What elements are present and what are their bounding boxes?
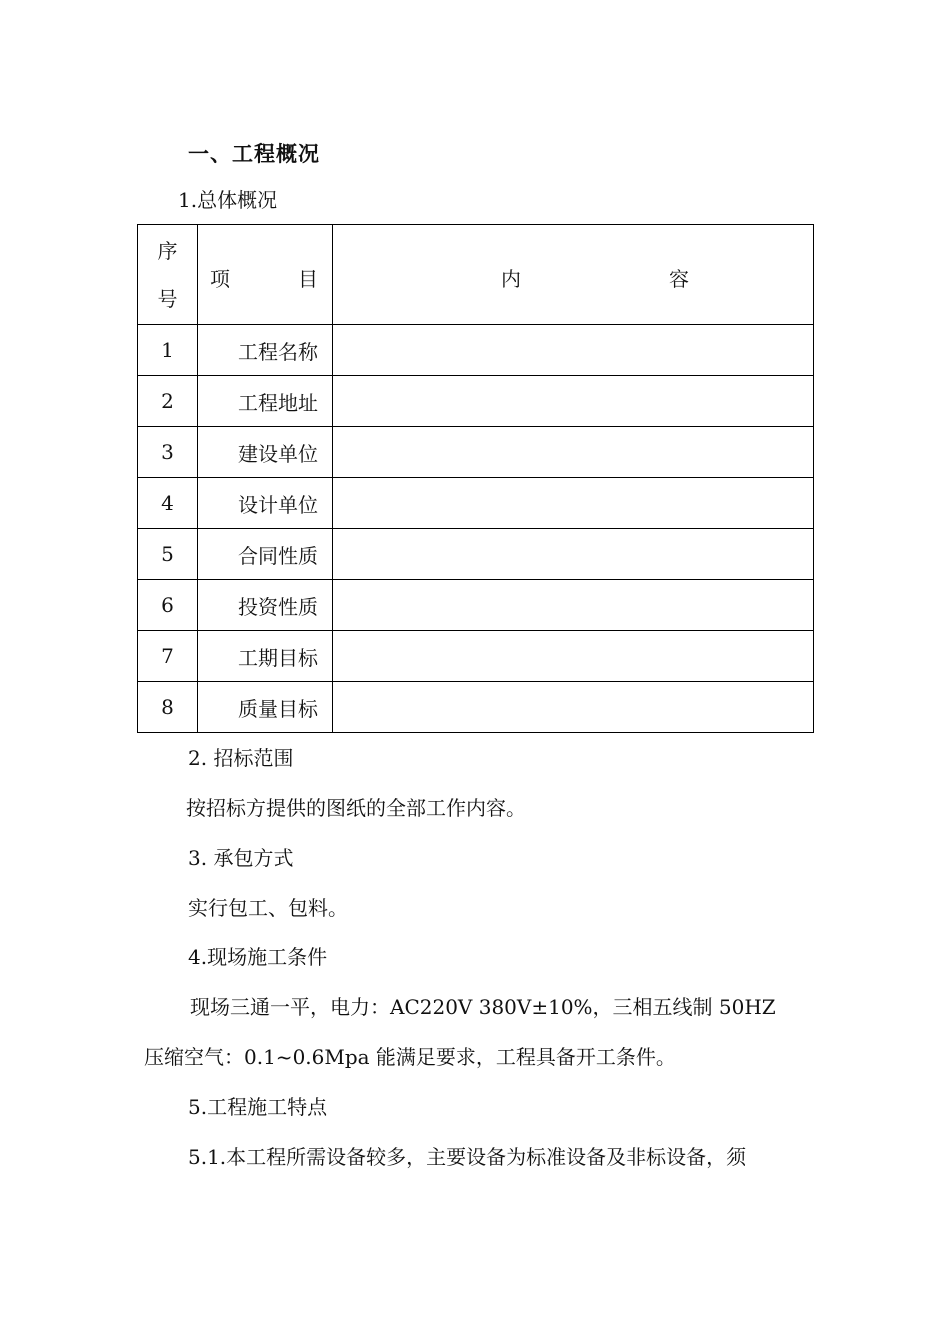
header-content-left: 内 xyxy=(501,267,521,291)
row-number: 8 xyxy=(138,682,198,733)
section-heading: 一、工程概况 xyxy=(188,142,320,166)
row-number: 6 xyxy=(138,580,198,631)
header-content-right: 容 xyxy=(669,267,689,291)
row-item: 工程地址 xyxy=(198,376,333,427)
table-row xyxy=(138,631,814,682)
row-content xyxy=(333,631,814,682)
table-row xyxy=(138,529,814,580)
row-item: 工程名称 xyxy=(198,325,333,376)
header-item-left: 项 xyxy=(210,267,230,291)
header-item-right: 目 xyxy=(298,267,318,291)
row-item: 质量目标 xyxy=(198,682,333,733)
row-content xyxy=(333,682,814,733)
row-number: 3 xyxy=(138,427,198,478)
table-row xyxy=(138,325,814,376)
paragraph-contract-mode: 实行包工、包料。 xyxy=(188,896,348,920)
subheading-construction-features: 5.工程施工特点 xyxy=(188,1095,328,1119)
table-row xyxy=(138,376,814,427)
header-seq-top: 序 xyxy=(157,238,178,263)
header-content xyxy=(333,225,814,325)
subheading-bid-scope: 2. 招标范围 xyxy=(188,746,294,770)
paragraph-site-conditions-line2: 压缩空气：0.1~0.6Mpa 能满足要求，工程具备开工条件。 xyxy=(144,1045,676,1069)
row-content xyxy=(333,427,814,478)
subheading-overview: 1.总体概况 xyxy=(178,188,278,212)
row-item: 工期目标 xyxy=(198,631,333,682)
header-seq-bottom: 号 xyxy=(157,286,178,311)
row-content xyxy=(333,376,814,427)
row-content xyxy=(333,580,814,631)
row-item: 建设单位 xyxy=(198,427,333,478)
header-seq xyxy=(138,225,198,325)
paragraph-site-conditions-line1: 现场三通一平，电力：AC220V 380V±10%，三相五线制 50HZ xyxy=(190,995,776,1019)
subheading-site-conditions: 4.现场施工条件 xyxy=(188,945,328,969)
row-number: 1 xyxy=(138,325,198,376)
row-number: 2 xyxy=(138,376,198,427)
row-content xyxy=(333,478,814,529)
table-header-row xyxy=(138,225,814,325)
row-content xyxy=(333,529,814,580)
row-content xyxy=(333,325,814,376)
table-row xyxy=(138,427,814,478)
paragraph-bid-scope: 按招标方提供的图纸的全部工作内容。 xyxy=(186,796,526,820)
subheading-contract-mode: 3. 承包方式 xyxy=(188,846,294,870)
table-row xyxy=(138,478,814,529)
row-number: 5 xyxy=(138,529,198,580)
row-item: 设计单位 xyxy=(198,478,333,529)
header-item xyxy=(198,225,333,325)
row-number: 7 xyxy=(138,631,198,682)
row-item: 投资性质 xyxy=(198,580,333,631)
row-number: 4 xyxy=(138,478,198,529)
row-item: 合同性质 xyxy=(198,529,333,580)
overview-table xyxy=(137,224,814,733)
table-row xyxy=(138,682,814,733)
paragraph-feature-5-1: 5.1.本工程所需设备较多，主要设备为标准设备及非标设备，须 xyxy=(188,1145,747,1169)
table-row xyxy=(138,580,814,631)
